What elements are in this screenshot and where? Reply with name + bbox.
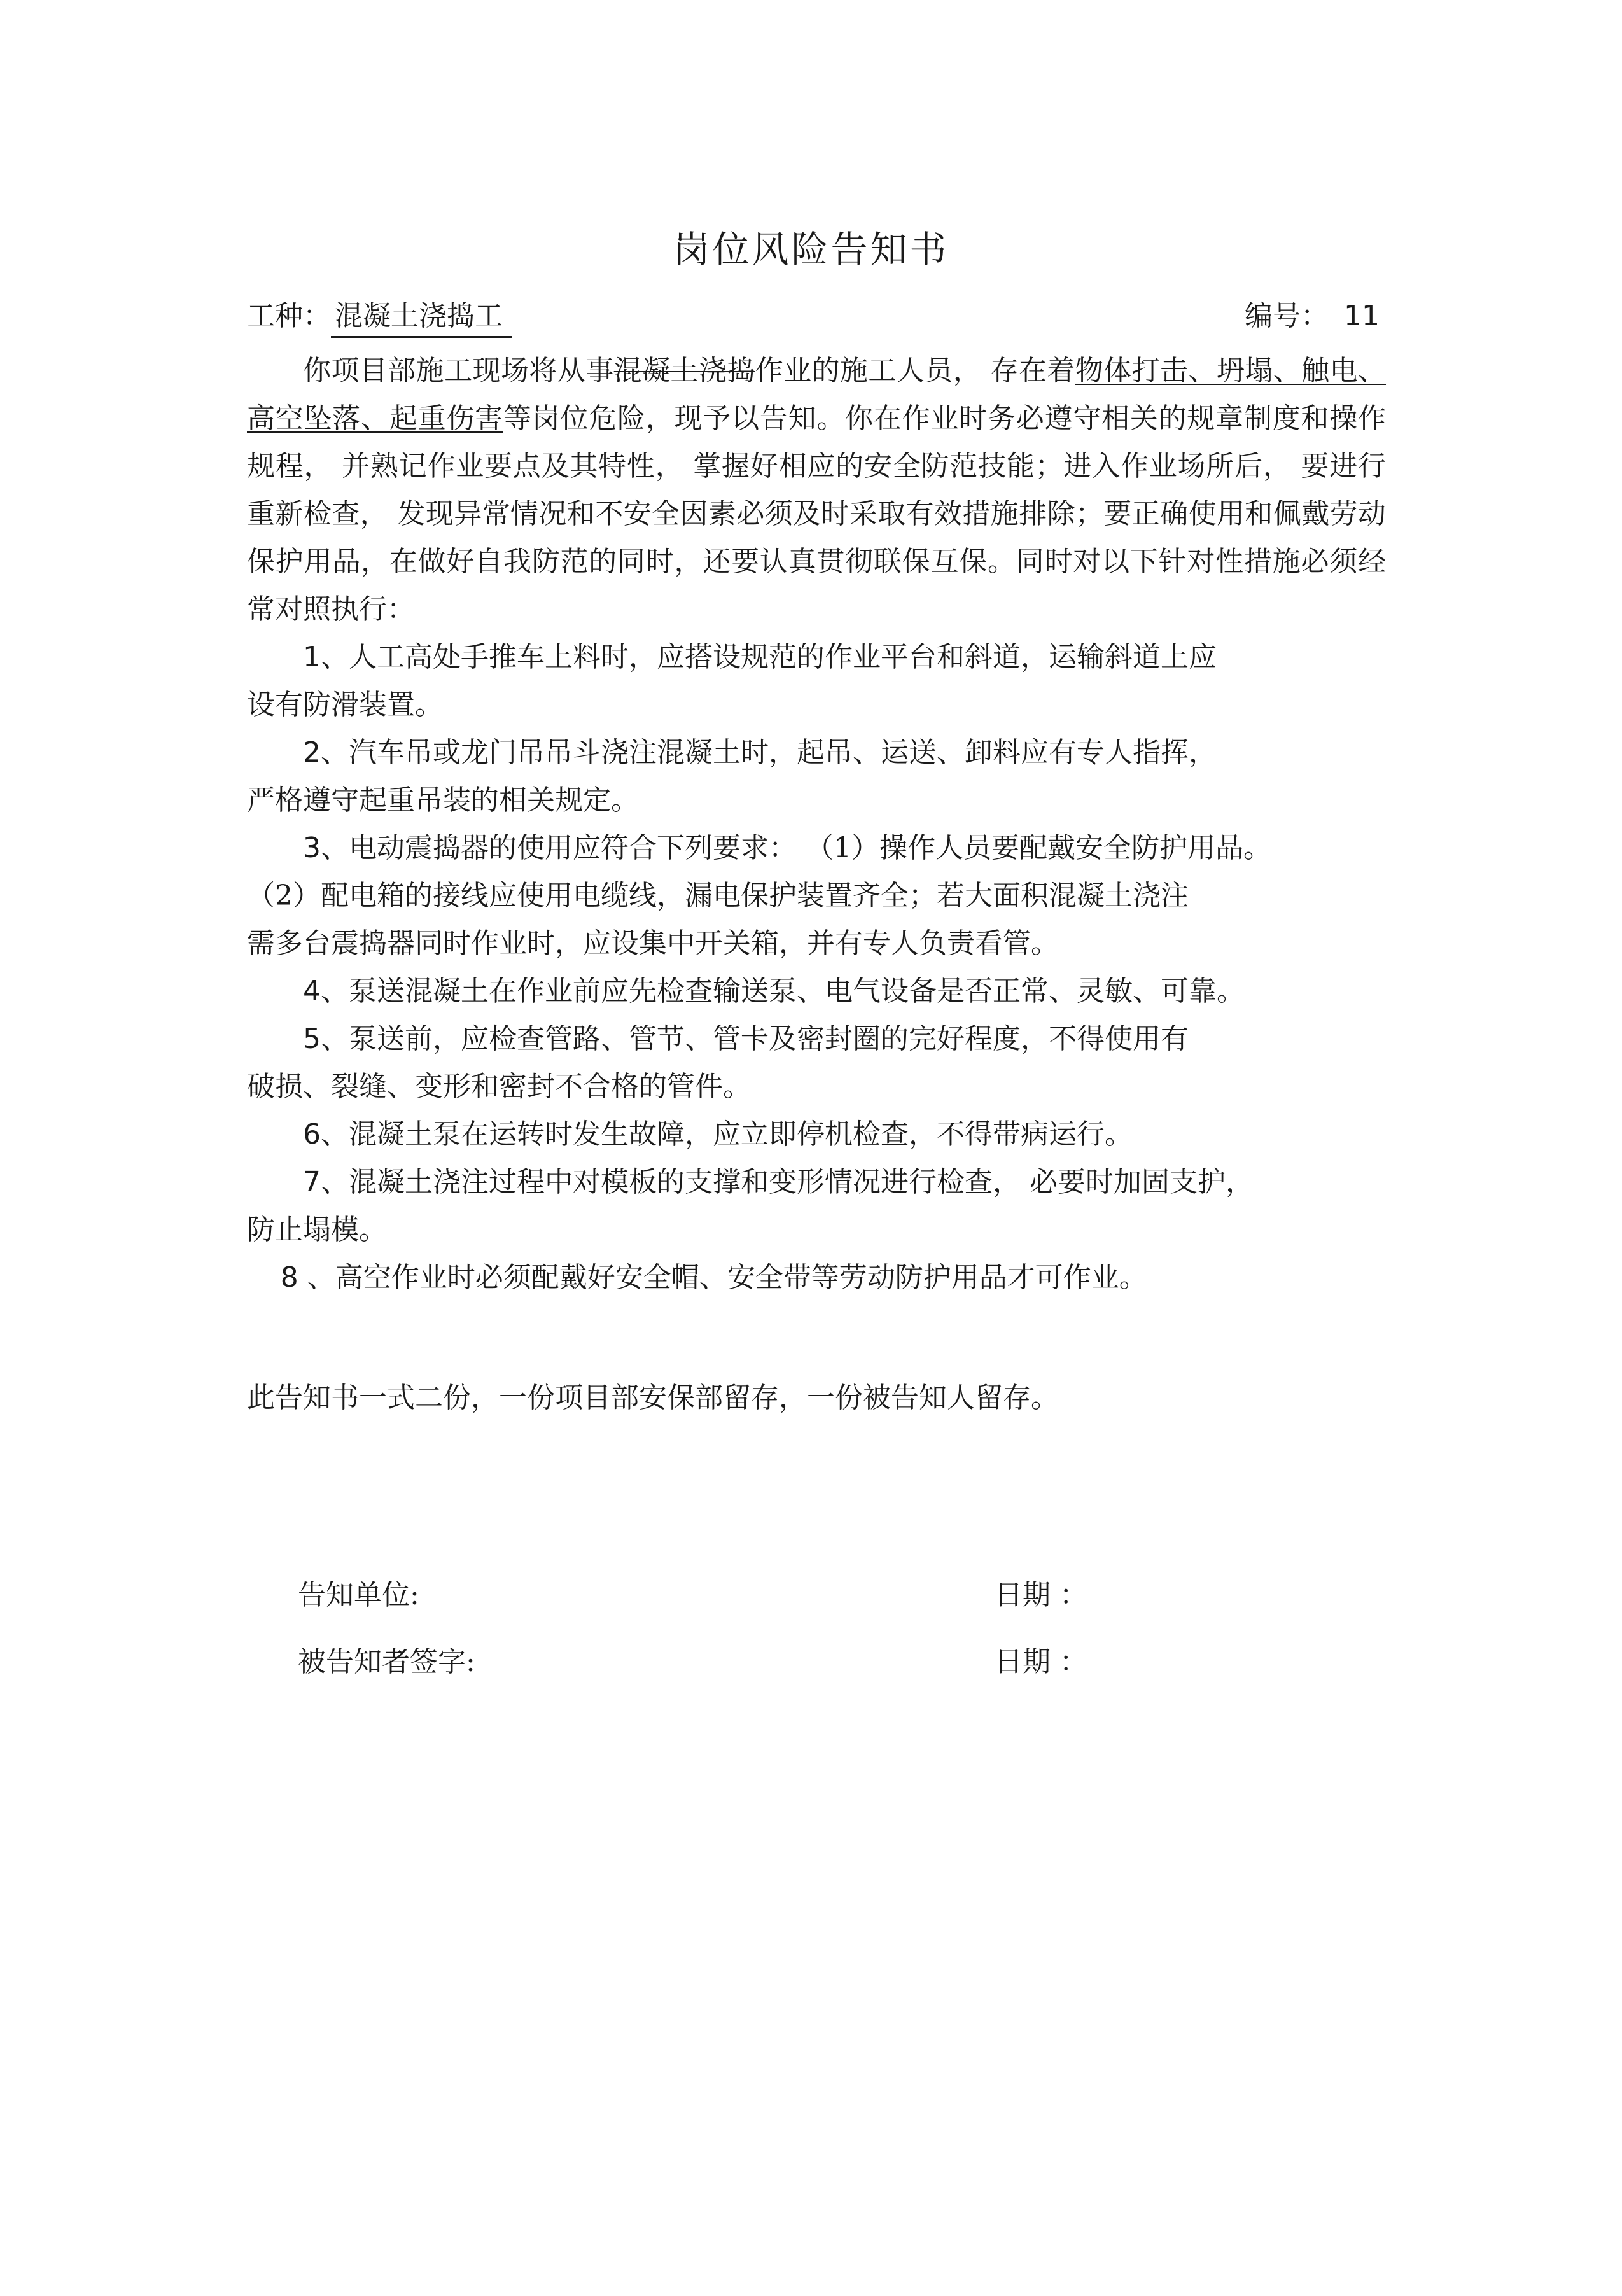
list-item-continuation: 设有防滑装置。	[247, 689, 443, 721]
trade-value: 混凝土浇捣工	[331, 293, 512, 338]
list-item	[247, 967, 1386, 1015]
intro-paragraph	[247, 347, 1386, 633]
list-item	[247, 1110, 1386, 1158]
document-title: 岗位风险告知书	[673, 228, 949, 271]
item-number: 3	[303, 832, 321, 864]
trade-field	[247, 293, 512, 338]
number-value: 11	[1344, 300, 1380, 332]
item-number: 6	[303, 1118, 321, 1151]
list-item	[247, 1158, 1386, 1206]
date-label: 日期 ：	[995, 1646, 1087, 1678]
number-label: 编号：	[1245, 300, 1329, 332]
closing-statement: 此告知书一式二份，一份项目部安保部留存，一份被告知人留存。	[247, 1382, 1059, 1414]
item-text: 、人工高处手推车上料时，应搭设规范的作业平台和斜道，运输斜道上应	[321, 641, 1217, 673]
list-item-continuation: 防止塌模。	[247, 1214, 387, 1246]
item-text: 、混凝土泵在运转时发生故障，应立即停机检查，不得带病运行。	[321, 1118, 1133, 1151]
date-label: 日期 ：	[995, 1579, 1087, 1611]
meta-row	[247, 293, 1380, 333]
item-text: 、混凝土浇注过程中对模板的支撑和变形情况进行检查， 必要时加固支护，	[321, 1166, 1254, 1198]
list-item-continuation: 需多台震捣器同时作业时，应设集中开关箱，并有专人负责看管。	[247, 927, 1059, 960]
item-text: 、汽车吊或龙门吊吊斗浇注混凝土时，起吊、运送、卸料应有专人指挥，	[321, 736, 1217, 769]
list-item-continuation: 破损、裂缝、变形和密封不合格的管件。	[247, 1070, 751, 1103]
number-field	[1245, 293, 1380, 333]
item-text: 、高空作业时必须配戴好安全帽、安全带等劳动防护用品才可作业。	[298, 1261, 1147, 1294]
list-item-continuation: 严格遵守起重吊装的相关规定。	[247, 784, 639, 816]
item-text: 、泵送前，应检查管路、管节、管卡及密封圈的完好程度，不得使用有	[321, 1023, 1189, 1055]
notifying-unit-label: 告知单位:	[298, 1579, 419, 1611]
intro-text-2: 作业的施工人员， 存在着	[755, 354, 1075, 387]
intro-trade: 混凝土浇捣	[613, 354, 755, 387]
list-item	[247, 1254, 1386, 1301]
item-number: 7	[303, 1166, 321, 1198]
item-number: 8	[280, 1261, 298, 1294]
intro-hazards: 物体打击、坍塌、触电、高空坠落、起重伤害	[247, 354, 1387, 435]
signer-label: 被告知者签字:	[298, 1646, 475, 1678]
list-item-continuation: （2）配电箱的接线应使用电缆线，漏电保护装置齐全；若大面积混凝土浇注	[247, 879, 1189, 912]
list-item	[247, 824, 1386, 872]
list-item	[247, 633, 1386, 681]
item-text: 、泵送混凝土在作业前应先检查输送泵、电气设备是否正常、灵敏、可靠。	[321, 975, 1245, 1007]
intro-text-1: 你项目部施工现场将从事	[303, 354, 614, 387]
list-item	[247, 729, 1386, 776]
item-number: 2	[303, 736, 321, 769]
item-number: 4	[303, 975, 321, 1007]
item-text: 、电动震捣器的使用应符合下列要求： （1）操作人员要配戴安全防护用品。	[321, 832, 1271, 864]
item-number: 1	[303, 641, 321, 673]
trade-label: 工种：	[247, 300, 331, 332]
intro-text-3: 等岗位危险，现予以告知。你在作业时务必遵守相关的规章制度和操作规程， 并熟记作业要点及其特性， 掌握好相应的安全防范技能；进入作业场所后， 要进行重新检查， 发现异常情况和不安全因素必须及时采取有效措施排除；要正确使用和佩戴劳动保护用品，在做好自我防范的同时，还要认真贯彻联保互保。同时对以下针对性措施必须经常对照执行：	[247, 402, 1387, 626]
notice-body	[247, 347, 1386, 1301]
item-number: 5	[303, 1023, 321, 1055]
list-item	[247, 1015, 1386, 1063]
